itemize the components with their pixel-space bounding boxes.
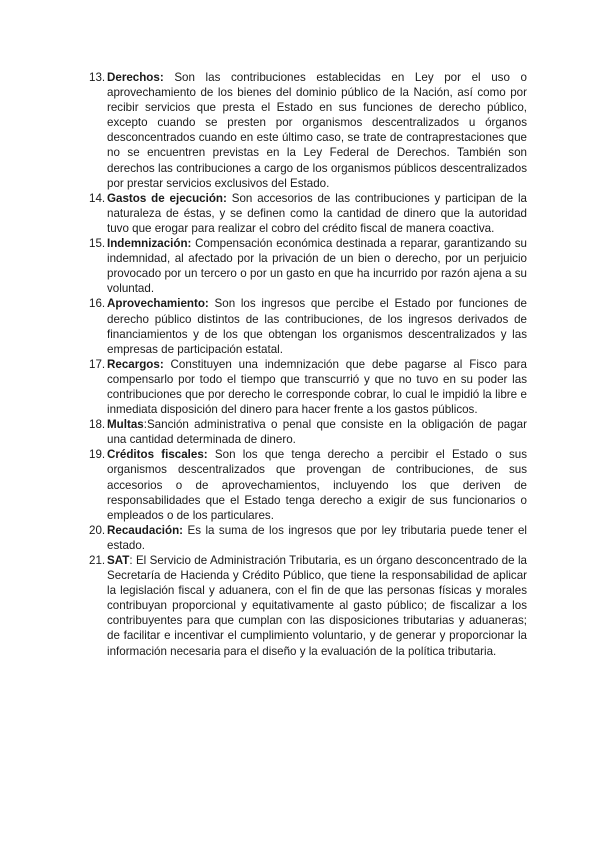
definition-number: 19. — [89, 448, 106, 462]
definition-body — [107, 70, 527, 191]
definition-item-aprovechamiento — [89, 296, 527, 356]
definition-number: 13. — [89, 71, 106, 84]
definition-term: Gastos de ejecución: — [107, 191, 227, 205]
definition-number: 20. — [89, 523, 106, 537]
definition-item-indemnizacion — [89, 236, 527, 296]
definition-text: :Sanción administrativa o penal que consiste en la obligación de pagar una cantidad determinada de dinero. — [107, 418, 527, 447]
definition-number: 15. — [89, 237, 106, 251]
definition-text: Son las contribuciones establecidas en Ley por el uso o aprovechamiento de los bienes del dominio público de la Nación, así como por recibir servicios que presta el Estado en sus funciones de derecho público, excepto cuando se presten por organismos descentralizados u órganos desconcentrados cuando en este último caso, se trate de contraprestaciones que no se encuentren previstas en la Ley Federal de Derechos. También son derechos las contribuciones a cargo de los organismos públicos descentralizados por prestar servicios exclusivos del Estado. — [107, 71, 527, 190]
definition-term: Aprovechamiento: — [107, 297, 209, 311]
definition-text: Son los que tenga derecho a percibir el Estado o sus organismos descentralizados que provengan de contribuciones, de sus accesorios o de aprovechamientos, incluyendo los que deriven de responsabilidades que el Estado tenga derecho a exigir de sus funcionarios o empleados o de los particulares. — [107, 448, 527, 522]
definition-number: 16. — [89, 297, 106, 311]
definition-term: Multas — [107, 418, 144, 432]
definition-item-multas — [89, 417, 527, 447]
definition-item-sat — [89, 553, 527, 659]
definition-body — [107, 357, 527, 417]
definition-item-recaudacion — [89, 523, 527, 553]
definitions-list — [89, 70, 527, 659]
definition-text: : El Servicio de Administración Tributaria, es un órgano desconcentrado de la Secretaría de Hacienda y Crédito Público, que tiene la responsabilidad de aplicar la legislación fiscal y aduanera, con el fin de que las personas físicas y morales contribuyan proporcional y equitativamente al gasto público; de fiscalizar a los contribuyentes para que cumplan con las disposiciones tributarias y aduaneras; de facilitar e incentivar el cumplimiento voluntario, y de generar y proporcionar la información necesaria para el diseño y la evaluación de la política tributaria. — [107, 554, 527, 658]
definition-body — [107, 447, 527, 522]
definition-body — [107, 553, 527, 659]
definition-text: Son accesorios de las contribuciones y participan de la naturaleza de éstas, y se definen como la cantidad de dinero que la autoridad tuvo que erogar para realizar el cobro del crédito fiscal de manera coactiva. — [107, 191, 527, 235]
definition-number: 18. — [89, 418, 106, 432]
definition-body — [107, 236, 527, 296]
definition-term: SAT — [107, 554, 130, 567]
definition-item-derechos — [89, 70, 527, 191]
definition-number: 21. — [89, 554, 106, 567]
definition-body — [107, 523, 527, 553]
definition-number: 14. — [89, 191, 106, 205]
definition-text: Son los ingresos que percibe el Estado por funciones de derecho público distintos de las contribuciones, de los ingresos derivados de financiamientos y de los que obtengan los organismos descentralizados y las empresas de participación estatal. — [107, 297, 527, 356]
definition-term: Recargos: — [107, 357, 164, 371]
definition-body — [107, 191, 527, 236]
definition-body — [107, 417, 527, 447]
definition-term: Derechos: — [107, 71, 164, 84]
definition-term: Créditos fiscales: — [107, 448, 208, 462]
definition-body — [107, 296, 527, 356]
definition-term: Indemnización: — [107, 237, 192, 251]
definition-item-creditos-fiscales — [89, 447, 527, 522]
definition-number: 17. — [89, 357, 106, 371]
definition-term: Recaudación: — [107, 523, 184, 537]
definition-text: Constituyen una indemnización que debe pagarse al Fisco para compensarlo por todo el tiempo que transcurrió y que no tuvo en su poder las contribuciones que por derecho le corresponde cobrar, lo cual le impidió la libre e inmediata disposición del dinero para hacer frente a los gastos públicos. — [107, 357, 527, 417]
definition-item-gastos-de-ejecucion — [89, 191, 527, 236]
definition-item-recargos — [89, 357, 527, 417]
definition-text: Compensación económica destinada a reparar, garantizando su indemnidad, al afectado por la privación de un bien o derecho, por un perjuicio provocado por un tercero o por un gasto en que ha incurrido por razón ajena a su voluntad. — [107, 237, 527, 296]
definition-text: Es la suma de los ingresos que por ley tributaria puede tener el estado. — [107, 523, 527, 552]
